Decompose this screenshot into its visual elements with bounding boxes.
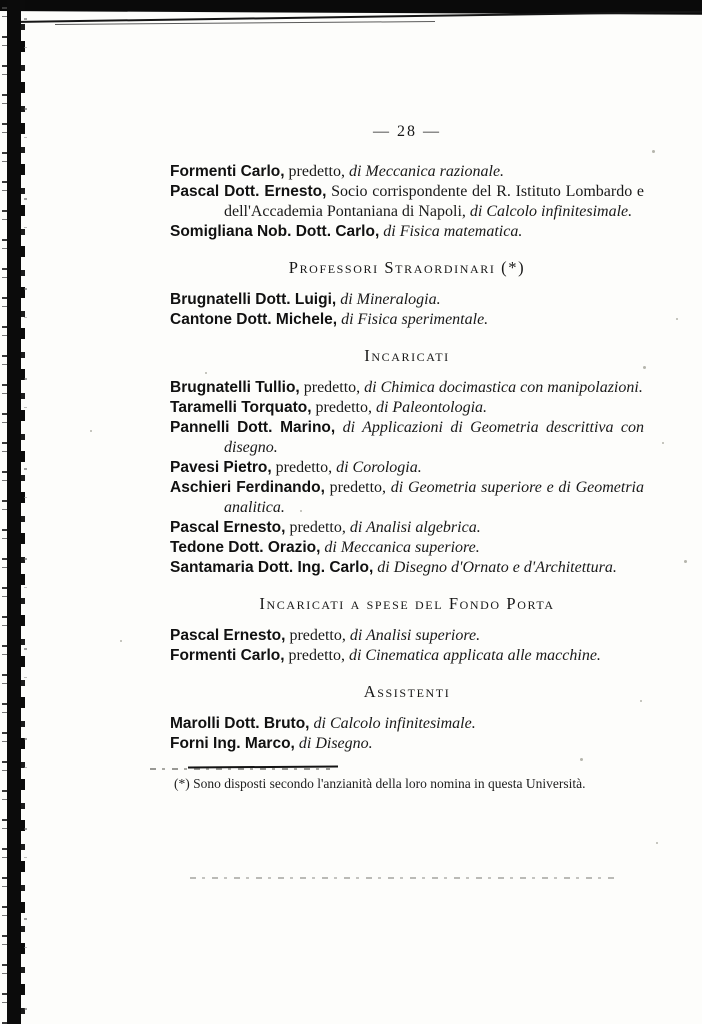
faculty-entry — [170, 734, 644, 754]
binding-edge-flecks — [24, 0, 27, 1024]
entry-qualifier — [335, 419, 342, 436]
section-heading: Incaricati — [364, 346, 450, 365]
entry-name: Marolli Dott. Bruto, — [170, 715, 310, 732]
faculty-entry — [170, 478, 644, 518]
entry-qualifier: predetto, — [271, 459, 337, 476]
entry-qualifier: predetto, — [285, 627, 350, 644]
faculty-entry — [170, 538, 644, 558]
faculty-entry — [170, 310, 644, 330]
entry-name: Pascal Ernesto, — [170, 519, 286, 536]
entry-subject: di Disegno. — [298, 735, 373, 752]
entry-qualifier: predetto, — [285, 519, 350, 536]
faculty-entry — [170, 458, 644, 478]
entry-qualifier: predetto, — [311, 399, 376, 416]
footnote: (*) Sono disposti secondo l'anzianità della loro nomina in questa Università. — [174, 776, 586, 791]
scan-speck — [656, 842, 658, 844]
entry-name: Aschieri Ferdinando, — [170, 479, 325, 496]
entry-subject: di Chimica docimastica con manipolazioni. — [364, 379, 643, 396]
faculty-entry — [170, 558, 644, 578]
faculty-entry — [170, 714, 644, 734]
entry-subject: di Applicazioni di Geometria descrittiva con disegno. — [224, 419, 644, 456]
entry-subject: di Calcolo infinitesimale. — [469, 203, 633, 220]
section-heading: Professori Straordinari (*) — [288, 258, 526, 277]
faculty-section — [170, 162, 644, 242]
faculty-section — [170, 682, 644, 754]
scan-speck — [676, 318, 678, 320]
faculty-section — [170, 594, 644, 666]
sections — [170, 162, 644, 754]
entry-qualifier: Socio corrispondente del R. Istituto Lombardo e dell'Accademia Pontaniana di Napoli, — [224, 183, 645, 220]
entry-name: Pannelli Dott. Marino, — [170, 419, 336, 436]
section-heading: Incaricati a spese del Fondo Porta — [259, 594, 555, 613]
scan-speck — [120, 640, 122, 642]
faculty-entry — [170, 646, 644, 666]
entry-name: Pascal Dott. Ernesto, — [170, 183, 327, 200]
faculty-section — [170, 346, 644, 578]
entry-name: Taramelli Torquato, — [170, 399, 312, 416]
entry-qualifier: predetto, — [299, 379, 365, 396]
scan-noise-dashes — [190, 877, 620, 879]
entry-subject: di Paleontologia. — [375, 399, 488, 416]
entry-subject: di Calcolo infinitesimale. — [313, 715, 476, 732]
faculty-entry — [170, 398, 644, 418]
entry-name: Brugnatelli Dott. Luigi, — [170, 291, 337, 308]
entry-qualifier: predetto, — [284, 647, 349, 664]
faculty-entry — [170, 290, 644, 310]
scan-speck — [684, 560, 687, 563]
entry-name: Somigliana Nob. Dott. Carlo, — [170, 223, 380, 240]
scan-speck — [652, 150, 655, 153]
faculty-section — [170, 258, 644, 330]
entry-qualifier: predetto, — [324, 479, 391, 496]
entry-name: Tedone Dott. Orazio, — [170, 539, 321, 556]
entry-subject: di Meccanica superiore. — [324, 539, 480, 556]
faculty-entry — [170, 378, 644, 398]
entry-subject: di Corologia. — [336, 459, 422, 476]
entry-subject: di Fisica matematica. — [383, 223, 523, 240]
entry-subject: di Disegno d'Ornato e d'Architettura. — [377, 559, 617, 576]
entry-subject: di Meccanica razionale. — [348, 163, 505, 180]
scan-speck — [90, 430, 92, 432]
faculty-entry — [170, 626, 644, 646]
entry-name: Santamaria Dott. Ing. Carlo, — [170, 559, 374, 576]
entry-name: Pascal Ernesto, — [170, 627, 286, 644]
text-block — [170, 122, 644, 793]
entry-subject: di Cinematica applicata alle macchine. — [348, 647, 601, 664]
scan-speck — [662, 442, 664, 444]
entry-subject: di Analisi superiore. — [349, 627, 481, 644]
entry-subject: di Analisi algebrica. — [349, 519, 481, 536]
faculty-entry — [170, 182, 644, 222]
entry-subject: di Fisica sperimentale. — [341, 311, 489, 328]
section-heading: Assistenti — [363, 682, 451, 701]
entry-name: Cantone Dott. Michele, — [170, 311, 338, 328]
footnote-rule — [188, 765, 338, 768]
entry-subject: di Mineralogia. — [340, 291, 441, 308]
binding-edge — [7, 0, 21, 1024]
entry-name: Forni Ing. Marco, — [170, 735, 295, 752]
entry-subject: di Geometria superiore e di Geometria analitica. — [224, 479, 644, 516]
scan-top-line-2 — [55, 21, 435, 25]
faculty-entry — [170, 418, 644, 458]
entry-name: Brugnatelli Tullio, — [170, 379, 300, 396]
faculty-entry — [170, 518, 644, 538]
page-number: — 28 — — [373, 123, 441, 140]
entry-name: Pavesi Pietro, — [170, 459, 272, 476]
faculty-entry — [170, 222, 644, 242]
entry-name: Formenti Carlo, — [170, 163, 285, 180]
entry-name: Formenti Carlo, — [170, 647, 285, 664]
entry-qualifier: predetto, — [284, 163, 349, 180]
faculty-entry — [170, 162, 644, 182]
